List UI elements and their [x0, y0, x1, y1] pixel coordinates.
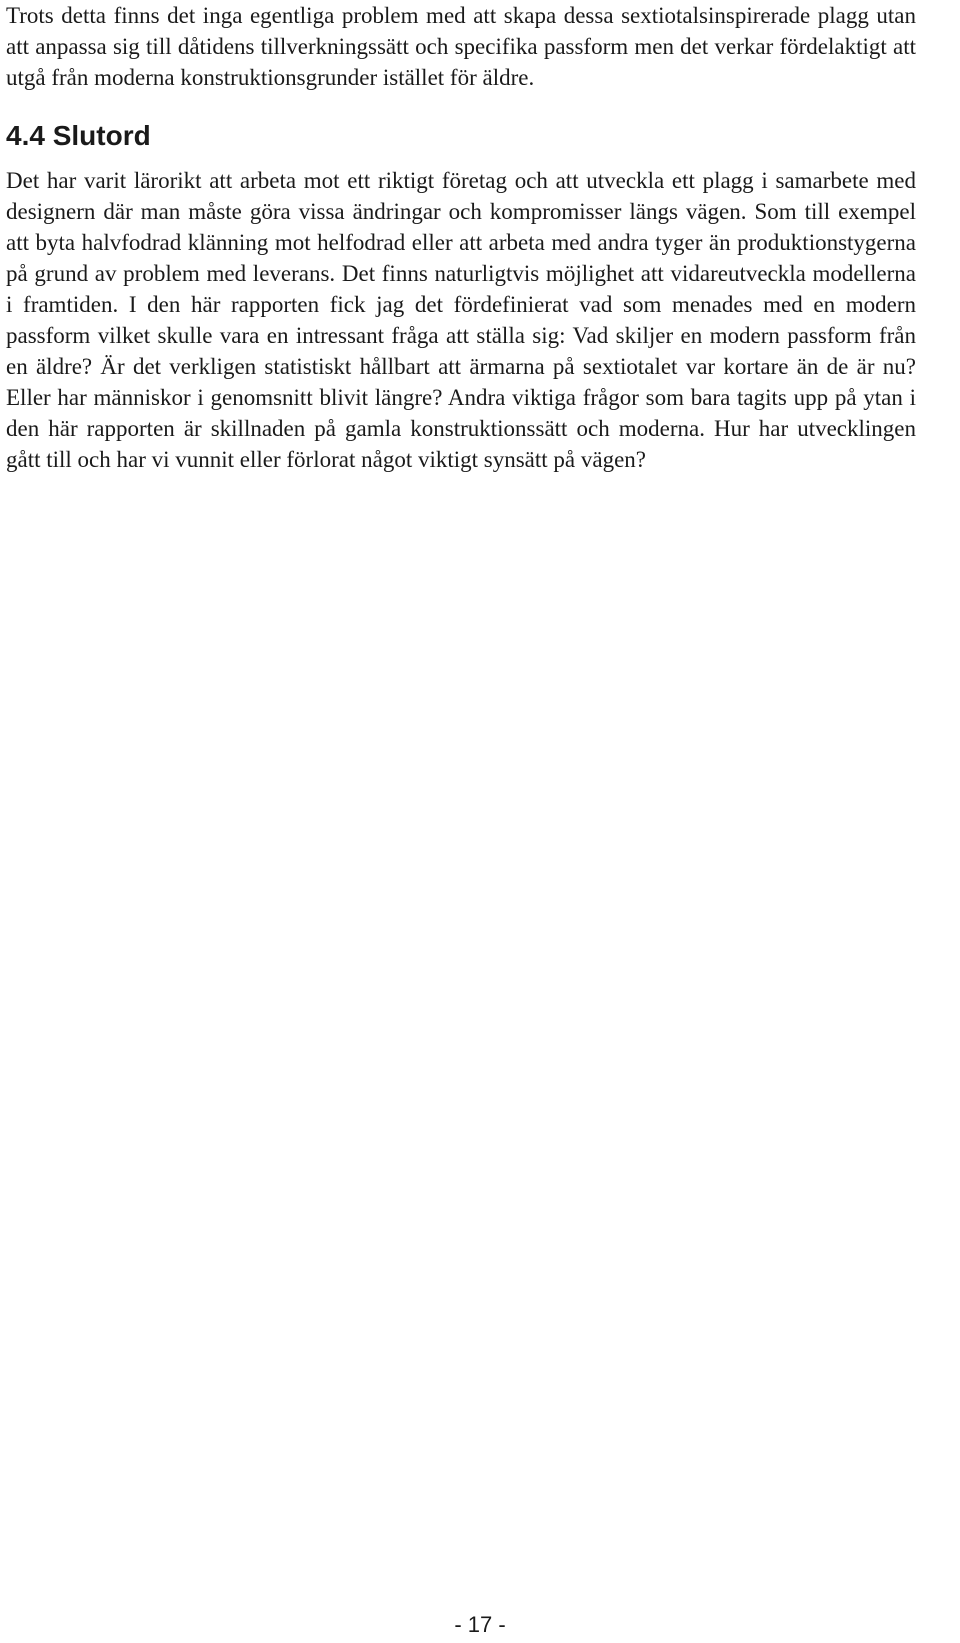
section-paragraph: Det har varit lärorikt att arbeta mot ett riktigt företag och att utveckla ett plagg i samarbete med designern där man måste göra vissa ändringar och kompromisser längs vägen. Som till exempel att byta halvfodrad klänning mot helfodrad eller att arbeta med andra tyger än produktionstygerna på grund av problem med leverans. Det finns naturligtvis möjlighet att vidareutveckla modellerna i framtiden. I den här rapporten fick jag det fördefinierat vad som menades med en modern passform vilket skulle vara en intressant fråga att ställa sig: Vad skiljer en modern passform från en äldre? Är det verkligen statistiskt hållbart att ärmarna på sextiotalet var kortare än de är nu? Eller har människor i genomsnitt blivit längre? Andra viktiga frågor som bara tagits upp på ytan i den här rapporten är skillnaden på gamla konstruktionssätt och moderna. Hur har utvecklingen gått till och har vi vunnit eller förlorat något viktigt synsätt på vägen?: [6, 168, 916, 472]
section-heading: 4.4 Slutord: [6, 120, 151, 151]
intro-paragraph: Trots detta finns det inga egentliga problem med att skapa dessa sextiotalsinspirerade plagg utan att anpassa sig till dåtidens tillverkningssätt och specifika passform men det verkar fördelaktigt att utgå från moderna konstruktionsgrunder istället för äldre.: [6, 3, 916, 90]
document-page: [6, 0, 916, 475]
page-number: - 17 -: [454, 1612, 506, 1637]
